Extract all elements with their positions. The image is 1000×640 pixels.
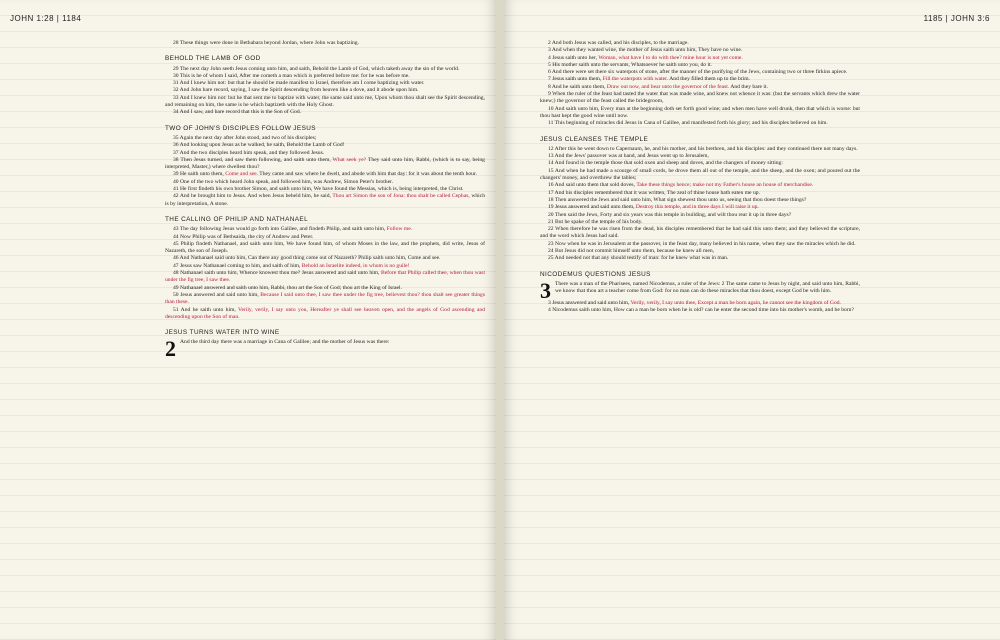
book-gutter [496,0,504,640]
chapter-start [540,281,860,300]
verse-text: 10 And saith unto him, Every man at the beginning doth set forth good wine; and when men have well drunk, then that which is worse: but thou hast kept the good wine until now. [540,105,860,119]
verse-text: 8 And he saith unto them, [548,83,606,90]
left-page [0,0,496,640]
words-of-jesus: Behold an Israelite indeed, in whom is no guile! [300,262,410,269]
verse-text: 32 And John bare record, saying, I saw the Spirit descending from heaven like a dove, and it abode upon him. [173,87,419,94]
words-of-jesus: Follow me. [385,226,413,233]
verse [165,285,485,292]
verse [165,40,485,47]
verse [165,307,485,322]
verse [540,190,860,197]
verse-text: 36 And looking upon Jesus as he walked, he saith, Behold the Lamb of God! [173,142,345,149]
words-of-jesus: Verily, verily, I say unto thee, Except a man be born again, he cannot see the kingdom of God. [629,299,841,306]
verse-text: 24 But Jesus did not commit himself unto them, because he knew all men, [548,248,715,255]
words-of-jesus: Because I said unto thee, I saw thee under the fig tree, believest thou? thou shalt see greater things than these. [165,291,485,306]
section-heading: THE CALLING OF PHILIP AND NATHANAEL [165,215,309,223]
verse [540,212,860,219]
verse-text: 34 And I saw, and bare record that this is the Son of God. [173,109,302,116]
verse [540,197,860,204]
verse-text: 50 Jesus answered and said unto him, [173,291,259,298]
verse [165,292,485,307]
verse-text: 19 Jesus answered and said unto them, [548,204,635,211]
verse-text: 11 This beginning of miracles did Jesus in Cana of Galilee, and manifested forth his glory; and his disciples believed on him. [548,120,828,127]
words-of-jesus: Woman, what have I to do with thee? mine hour is not yet come. [597,54,743,61]
words-of-jesus: Come and see. [223,171,258,178]
verse-text: 4 Jesus saith unto her, [548,54,598,61]
verse-text: 46 And Nathanael said unto him, Can there any good thing come out of Nazareth? Philip saith unto him, Come and see. [173,255,441,262]
verse [165,66,485,73]
verse-text: 47 Jesus saw Nathanael coming to him, and saith of him, [173,262,301,269]
verse-text: 48 Nathanael saith unto him, Whence knowest thou me? Jesus answered and said unto him, [173,270,380,277]
verse-text: 18 Then answered the Jews and said unto him, What sign shewest thou unto us, seeing that thou doest these things? [548,196,807,203]
verse [165,193,485,208]
verse-text: There was a man of the Pharisees, named Nicodemus, a ruler of the Jews: 2 The same came to Jesus by night, and said unto him, Rabbi, we know that thou art a teacher come from God: for no man can do these miracles that thou doest, except God be with him. [555,280,860,295]
verse-text: 6 And there were set there six waterpots of stone, after the manner of the purifying of the Jews, containing two or three firkins apiece. [548,69,848,76]
verse [540,47,860,54]
verse [540,76,860,83]
chapter-number: 3 [540,280,551,300]
verse-text: 2 And both Jesus was called, and his disciples, to the marriage. [548,40,689,46]
verse-text-continued: And they bare it. [729,83,768,90]
verse-text: 40 One of the two which heard John speak, and followed him, was Andrew, Simon Peter's brother. [173,178,394,185]
verse [165,179,485,186]
verse-text: 3 Jesus answered and said unto him, [548,299,630,306]
verse [540,241,860,248]
verse-text: 3 And when they wanted wine, the mother of Jesus saith unto him, They have no wine. [548,47,743,54]
verse [540,226,860,241]
verse-text: 33 And I knew him not: but he that sent me to baptize with water, the same said unto me, Upon whom thou shalt see the Spirit descending, and remaining on him, the same is he which baptizeth with the Holy Ghost. [165,94,485,109]
verse [165,150,485,157]
words-of-jesus: Thou art Simon the son of Jona: thou shalt be called Cephas, [330,193,470,200]
verse-text: 45 Philip findeth Nathanael, and saith unto him, We have found him, of whom Moses in the law, and the prophets, did write, Jesus of Nazareth, the son of Joseph. [165,240,485,255]
verse [165,234,485,241]
verse [540,168,860,183]
verse-text: 9 When the ruler of the feast had tasted the water that was made wine, and knew not whence it was: (but the servants which drew the water knew;) the governor of the feast called the bridegroom, [540,91,860,105]
verse [540,91,860,106]
verse-text: 15 And when he had made a scourge of small cords, he drove them all out of the temple, and the sheep, and the oxen; and poured out the changers' money, and overthrew the tables; [540,167,860,182]
verse-text: 14 And found in the temple those that sold oxen and sheep and doves, and the changers of money sitting: [548,160,783,167]
verse [165,263,485,270]
verse [165,87,485,94]
verse [540,255,860,262]
verse-text: 20 Then said the Jews, Forty and six years was this temple in building, and wilt thou rear it up in three days? [548,211,792,218]
left-running-header: JOHN 1:28 | 1184 [10,14,82,23]
right-running-header: 1185 | JOHN 3:6 [923,14,990,23]
verse-text: 22 When therefore he was risen from the dead, his disciples remembered that he had said this unto them; and they believed the scripture, and the word which Jesus had said. [540,226,860,240]
chapter-number: 2 [165,339,176,359]
verse-text: 41 He first findeth his own brother Simon, and saith unto him, We have found the Messias, which is, being interpreted, the Christ. [173,186,464,193]
verse [540,160,860,167]
words-of-jesus: Draw out now, and bear unto the governor of the feast. [605,83,730,90]
words-of-jesus: Destroy this temple, and in three days I will raise it up. [634,204,759,211]
verse-text: 16 And said unto them that sold doves, [548,182,636,189]
verse [540,84,860,91]
verse [165,241,485,256]
words-of-jesus: What seek ye? [330,156,367,163]
verse-text: 43 The day following Jesus would go forth into Galilee, and findeth Philip, and saith unto him, [173,226,386,233]
verse-text: 23 Now when he was in Jerusalem at the passover, in the feast day, many believed in his name, when they saw the miracles which he did. [548,240,856,247]
words-of-jesus: Verily, verily, I say unto you, Hereafter ye shall see heaven open, and the angels of God ascending and descending upon the Son of man. [165,306,485,320]
verse-text: 31 And I knew him not: but that he should be made manifest to Israel, therefore am I come baptizing with water. [173,80,425,87]
verse-text: 49 Nathanael answered and saith unto him, Rabbi, thou art the Son of God; thou art the King of Israel. [173,284,402,291]
verse [540,182,860,189]
verse [165,157,485,172]
verse [165,142,485,149]
verse-text-continued: which is by interpretation, A stone. [165,193,485,207]
verse-text-continued: They came and saw where he dwelt, and abode with him that day: for it was about the tenth hour. [258,171,477,178]
verse-text: 35 Again the next day after John stood, and two of his disciples; [173,134,317,141]
words-of-jesus: Before that Philip called thee, when thou wast under the fig tree, I saw thee. [165,270,485,284]
verse-text: 25 And needed not that any should testify of man: for he knew what was in man. [548,255,729,262]
verse [540,300,860,307]
verse [540,120,860,127]
verse-text: 44 Now Philip was of Bethsaida, the city of Andrew and Peter. [173,233,314,240]
verse [540,146,860,153]
words-of-jesus: Fill the waterpots with water. [601,76,669,83]
verse [165,270,485,285]
chapter-start [165,339,485,358]
verse-text-continued: And they filled them up to the brim. [668,76,750,83]
verse-text: 28 These things were done in Bethabara beyond Jordan, where John was baptizing. [173,40,359,46]
verse [165,95,485,110]
verse [165,226,485,233]
section-heading: JESUS TURNS WATER INTO WINE [165,329,280,337]
verse [540,55,860,62]
verse [540,106,860,121]
verse-text: 13 And the Jews' passover was at hand, and Jesus went up to Jerusalem, [548,153,709,160]
verse [540,204,860,211]
verse-text: 51 And he saith unto him, [173,306,236,313]
verse-text: 38 Then Jesus turned, and saw them following, and saith unto them, [173,156,331,163]
verse-text: 21 But he spake of the temple of his body. [548,218,643,225]
verse-text: 7 Jesus saith unto them, [548,76,602,83]
right-text-column [540,40,860,315]
verse-text: 30 This is he of whom I said, After me cometh a man which is preferred before me: for he was before me. [173,72,410,79]
verse-text: 39 He saith unto them, [173,171,224,178]
section-heading: BEHOLD THE LAMB OF GOD [165,55,261,63]
verse [540,307,860,314]
verse-text: 37 And the two disciples heard him speak, and they followed Jesus. [173,149,325,156]
verse-text: 12 After this he went down to Capernaum, he, and his mother, and his brethren, and his disciples: and they continued there not many days. [548,145,858,152]
verse-text: 17 And his disciples remembered that it was written, The zeal of thine house hath eaten me up. [548,189,760,196]
verse [165,255,485,262]
verse [165,109,485,116]
verse [165,171,485,178]
words-of-jesus: Take these things hence; make not my Father's house an house of merchandise. [635,182,814,189]
verse-text-continued: They said unto him, Rabbi, (which is to say, being interpreted, Master,) where dwellest thou? [165,156,485,171]
verse-text: 5 His mother saith unto the servants, Whatsoever he saith unto you, do it. [548,61,712,68]
verse-text: 4 Nicodemus saith unto him, How can a man be born when he is old? can he enter the second time into his mother's womb, and be born? [548,307,854,314]
section-heading: JESUS CLEANSES THE TEMPLE [540,135,649,143]
section-heading: NICODEMUS QUESTIONS JESUS [540,270,651,278]
verse-text: 29 The next day John seeth Jesus coming unto him, and saith, Behold the Lamb of God, which taketh away the sin of the world. [173,65,460,72]
right-page [504,0,1000,640]
verse-text: 42 And he brought him to Jesus. And when Jesus beheld him, he said, [173,193,331,200]
section-heading: TWO OF JOHN'S DISCIPLES FOLLOW JESUS [165,124,316,132]
verse-text: And the third day there was a marriage in Cana of Galilee; and the mother of Jesus was there: [180,339,390,346]
left-text-column [165,40,485,358]
